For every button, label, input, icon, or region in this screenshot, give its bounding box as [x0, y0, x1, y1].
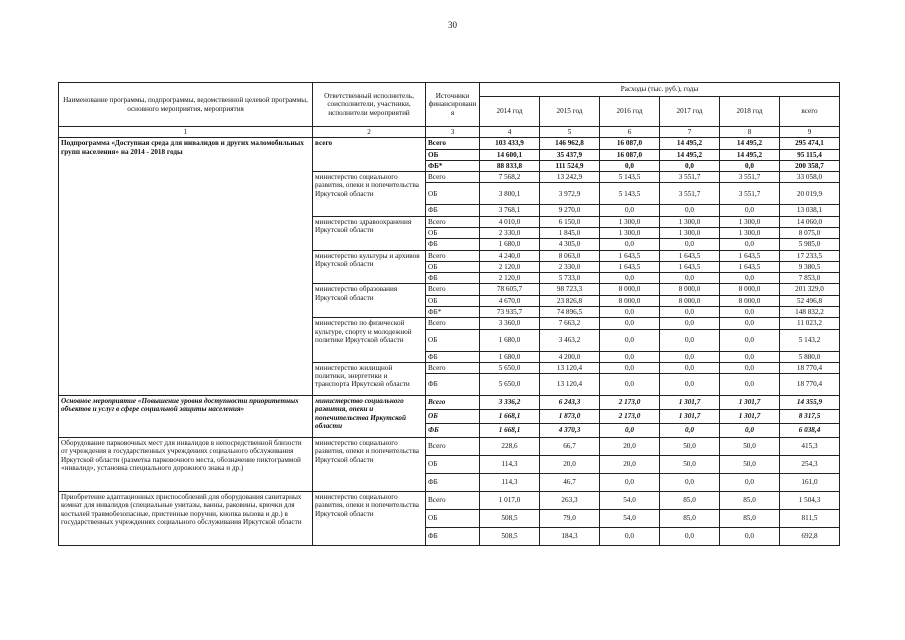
row-total-value: 8 317,5	[780, 410, 840, 424]
year-value: 0,0	[600, 474, 660, 492]
year-value: 3 800,1	[480, 183, 540, 205]
column-index: 5	[540, 127, 600, 138]
year-value: 0,0	[660, 374, 720, 396]
header-source: Источники финансировани я	[426, 83, 480, 127]
table-row	[59, 438, 840, 456]
row-total-value: 95 115,4	[780, 149, 840, 160]
year-value: 0,0	[720, 329, 780, 351]
year-value: 50,0	[660, 456, 720, 474]
year-value: 0,0	[660, 239, 720, 250]
year-value: 54,0	[600, 492, 660, 510]
year-value: 114,3	[480, 474, 540, 492]
table-body	[59, 127, 840, 546]
year-value: 0,0	[660, 205, 720, 216]
year-value: 0,0	[600, 205, 660, 216]
year-value: 184,3	[540, 528, 600, 546]
year-value: 0,0	[660, 528, 720, 546]
row-total-value: 161,0	[780, 474, 840, 492]
header-year: 2016 год	[600, 97, 660, 127]
year-value: 2 330,0	[540, 261, 600, 272]
year-value: 0,0	[600, 528, 660, 546]
column-index: 2	[313, 127, 426, 138]
year-value: 4 370,3	[540, 424, 600, 438]
main-activity-name: Основное мероприятие «Повышение уровня доступности приоритетных объектов и услуг в сфере социальной защиты населения»	[59, 396, 313, 438]
year-value: 16 087,0	[600, 149, 660, 160]
year-value: 0,0	[660, 351, 720, 362]
year-value: 2 120,0	[480, 273, 540, 284]
funding-source: ФБ	[426, 374, 480, 396]
year-value: 54,0	[600, 510, 660, 528]
year-value: 4 240,0	[480, 250, 540, 261]
funding-source: ФБ	[426, 239, 480, 250]
year-value: 4 305,0	[540, 239, 600, 250]
executor-total: всего	[313, 138, 426, 172]
year-value: 1 301,7	[660, 410, 720, 424]
row-total-value: 8 075,0	[780, 227, 840, 238]
year-value: 0,0	[720, 318, 780, 329]
header-executor: Ответственный исполнитель, соисполнители, участники, исполнители мероприятий	[313, 83, 426, 127]
row-total-value: 6 038,4	[780, 424, 840, 438]
year-value: 0,0	[600, 362, 660, 373]
year-value: 0,0	[720, 362, 780, 373]
year-value: 1 300,0	[720, 227, 780, 238]
row-total-value: 692,8	[780, 528, 840, 546]
year-value: 7 663,2	[540, 318, 600, 329]
year-value: 0,0	[600, 318, 660, 329]
year-value: 0,0	[600, 329, 660, 351]
row-total-value: 11 023,2	[780, 318, 840, 329]
year-value: 5 143,5	[600, 172, 660, 183]
year-value: 85,0	[720, 492, 780, 510]
year-value: 3 551,7	[660, 172, 720, 183]
year-value: 8 000,0	[660, 295, 720, 306]
year-value: 0,0	[660, 329, 720, 351]
column-index: 1	[59, 127, 313, 138]
activity-name: Оборудование парковочных мест для инвалидов в непосредственной близости от учреждения в государственных учреждениях социального обслуживания Иркутской области (разметка парковочного места, обозначение пиктограммой «инвалид», установка специального дорожного знака и др.)	[59, 438, 313, 492]
ministry-name: министерство жилищной политики, энергетики и транспорта Иркутской области	[313, 362, 426, 395]
funding-source: ОБ	[426, 510, 480, 528]
row-total-value: 52 496,8	[780, 295, 840, 306]
row-total-value: 33 058,0	[780, 172, 840, 183]
column-index: 4	[480, 127, 540, 138]
year-value: 0,0	[660, 318, 720, 329]
table-row	[59, 492, 840, 510]
header-year: 2017 год	[660, 97, 720, 127]
funding-source: ФБ	[426, 273, 480, 284]
ministry-name: министерство здравоохранения Иркутской области	[313, 216, 426, 250]
year-value: 0,0	[600, 160, 660, 171]
funding-source: ОБ	[426, 295, 480, 306]
year-value: 14 495,2	[660, 149, 720, 160]
column-index: 6	[600, 127, 660, 138]
year-value: 46,7	[540, 474, 600, 492]
year-value: 13 120,4	[540, 362, 600, 373]
year-value: 1 300,0	[660, 216, 720, 227]
year-value: 14 495,2	[720, 149, 780, 160]
column-index: 8	[720, 127, 780, 138]
header-expenses: Расходы (тыс. руб.), годы	[480, 83, 840, 97]
funding-source: Всего	[426, 138, 480, 149]
ministry-name: министерство образования Иркутской области	[313, 284, 426, 318]
funding-source: Всего	[426, 362, 480, 373]
year-value: 3 360,0	[480, 318, 540, 329]
table-row	[59, 138, 840, 149]
year-value: 1 643,5	[660, 250, 720, 261]
year-value: 8 000,0	[600, 295, 660, 306]
funding-source: Всего	[426, 396, 480, 410]
year-value: 1 643,5	[660, 261, 720, 272]
year-value: 508,5	[480, 510, 540, 528]
year-value: 0,0	[600, 239, 660, 250]
year-value: 228,6	[480, 438, 540, 456]
year-value: 8 000,0	[600, 284, 660, 295]
funding-source: ФБ	[426, 528, 480, 546]
funding-source: Всего	[426, 284, 480, 295]
row-total-value: 1 504,3	[780, 492, 840, 510]
funding-source: ФБ*	[426, 306, 480, 317]
year-value: 5 733,0	[540, 273, 600, 284]
funding-source: Всего	[426, 438, 480, 456]
header-year: 2018 год	[720, 97, 780, 127]
row-total-value: 254,3	[780, 456, 840, 474]
page-number: 30	[448, 20, 457, 30]
year-value: 1 873,0	[540, 410, 600, 424]
funding-source: Всего	[426, 318, 480, 329]
year-value: 1 668,1	[480, 424, 540, 438]
main-activity-executor: министерство социального развития, опеки и попечительства Иркутской области	[313, 396, 426, 438]
funding-source: ФБ	[426, 424, 480, 438]
row-total-value: 14 355,9	[780, 396, 840, 410]
year-value: 0,0	[660, 306, 720, 317]
year-value: 20,0	[600, 456, 660, 474]
row-total-value: 5 143,2	[780, 329, 840, 351]
funding-source: ОБ	[426, 456, 480, 474]
row-total-value: 18 770,4	[780, 374, 840, 396]
funding-source: ОБ	[426, 329, 480, 351]
row-total-value: 811,5	[780, 510, 840, 528]
year-value: 1 301,7	[660, 396, 720, 410]
year-value: 2 173,0	[600, 396, 660, 410]
year-value: 1 845,0	[540, 227, 600, 238]
year-value: 0,0	[660, 474, 720, 492]
header-year: 2015 год	[540, 97, 600, 127]
year-value: 7 568,2	[480, 172, 540, 183]
year-value: 1 300,0	[660, 227, 720, 238]
year-value: 0,0	[600, 374, 660, 396]
year-value: 9 270,0	[540, 205, 600, 216]
header-year: 2014 год	[480, 97, 540, 127]
year-value: 0,0	[600, 273, 660, 284]
year-value: 114,3	[480, 456, 540, 474]
funding-source: ОБ	[426, 227, 480, 238]
row-total-value: 5 880,0	[780, 351, 840, 362]
year-value: 8 063,0	[540, 250, 600, 261]
year-value: 85,0	[660, 492, 720, 510]
ministry-name: министерство культуры и архивов Иркутской области	[313, 250, 426, 284]
year-value: 4 670,0	[480, 295, 540, 306]
year-value: 4 010,0	[480, 216, 540, 227]
row-total-value: 415,3	[780, 438, 840, 456]
year-value: 79,0	[540, 510, 600, 528]
year-value: 8 000,0	[720, 295, 780, 306]
year-value: 20,0	[600, 438, 660, 456]
year-value: 73 935,7	[480, 306, 540, 317]
year-value: 5 650,0	[480, 374, 540, 396]
funding-source: ОБ	[426, 261, 480, 272]
column-index: 9	[780, 127, 840, 138]
year-value: 98 723,3	[540, 284, 600, 295]
year-value: 2 120,0	[480, 261, 540, 272]
header-total: всего	[780, 97, 840, 127]
budget-table	[58, 82, 840, 546]
year-value: 0,0	[720, 474, 780, 492]
row-total-value: 200 358,7	[780, 160, 840, 171]
year-value: 2 173,0	[600, 410, 660, 424]
year-value: 1 017,0	[480, 492, 540, 510]
row-total-value: 13 038,1	[780, 205, 840, 216]
year-value: 0,0	[720, 205, 780, 216]
year-value: 0,0	[720, 306, 780, 317]
column-index-row	[59, 127, 840, 138]
year-value: 0,0	[720, 273, 780, 284]
year-value: 0,0	[660, 160, 720, 171]
year-value: 1 680,0	[480, 329, 540, 351]
year-value: 0,0	[720, 351, 780, 362]
year-value: 50,0	[720, 456, 780, 474]
year-value: 20,0	[540, 456, 600, 474]
year-value: 0,0	[600, 351, 660, 362]
year-value: 146 962,8	[540, 138, 600, 149]
funding-source: ФБ	[426, 474, 480, 492]
year-value: 111 524,9	[540, 160, 600, 171]
ministry-name: министерство по физической культуре, спорту и молодежной политике Иркутской области	[313, 318, 426, 363]
funding-source: ФБ*	[426, 160, 480, 171]
row-total-value: 20 019,9	[780, 183, 840, 205]
funding-source: ОБ	[426, 183, 480, 205]
year-value: 0,0	[600, 306, 660, 317]
year-value: 0,0	[720, 424, 780, 438]
year-value: 3 972,9	[540, 183, 600, 205]
year-value: 3 551,7	[720, 183, 780, 205]
activity-executor: министерство социального развития, опеки и попечительства Иркутской области	[313, 492, 426, 546]
year-value: 3 768,1	[480, 205, 540, 216]
year-value: 2 330,0	[480, 227, 540, 238]
row-total-value: 9 380,5	[780, 261, 840, 272]
header-name: Наименование программы, подпрограммы, ведомственной целевой программы, основного мероприятия, мероприятия	[59, 83, 313, 127]
subprogram-name: Подпрограмма «Доступная среда для инвалидов и других маломобильных групп населения» на 2014 - 2018 годы	[59, 138, 313, 396]
year-value: 103 433,9	[480, 138, 540, 149]
year-value: 1 643,5	[720, 250, 780, 261]
year-value: 0,0	[660, 424, 720, 438]
year-value: 74 896,5	[540, 306, 600, 317]
year-value: 85,0	[660, 510, 720, 528]
year-value: 13 120,4	[540, 374, 600, 396]
funding-source: Всего	[426, 172, 480, 183]
column-index: 7	[660, 127, 720, 138]
funding-source: Всего	[426, 250, 480, 261]
year-value: 1 301,7	[720, 410, 780, 424]
year-value: 1 300,0	[600, 216, 660, 227]
year-value: 88 833,8	[480, 160, 540, 171]
year-value: 50,0	[720, 438, 780, 456]
row-total-value: 17 233,5	[780, 250, 840, 261]
funding-source: Всего	[426, 492, 480, 510]
year-value: 66,7	[540, 438, 600, 456]
year-value: 1 643,5	[600, 250, 660, 261]
row-total-value: 201 329,0	[780, 284, 840, 295]
year-value: 6 150,0	[540, 216, 600, 227]
year-value: 4 200,0	[540, 351, 600, 362]
activity-executor: министерство социального развития, опеки и попечительства Иркутской области	[313, 438, 426, 492]
year-value: 1 643,5	[720, 261, 780, 272]
year-value: 23 826,8	[540, 295, 600, 306]
year-value: 0,0	[600, 424, 660, 438]
row-total-value: 148 832,2	[780, 306, 840, 317]
row-total-value: 18 770,4	[780, 362, 840, 373]
year-value: 1 668,1	[480, 410, 540, 424]
year-value: 1 680,0	[480, 239, 540, 250]
year-value: 14 495,2	[660, 138, 720, 149]
year-value: 6 243,3	[540, 396, 600, 410]
year-value: 263,3	[540, 492, 600, 510]
year-value: 0,0	[720, 239, 780, 250]
year-value: 0,0	[720, 374, 780, 396]
row-total-value: 7 853,0	[780, 273, 840, 284]
year-value: 50,0	[660, 438, 720, 456]
column-index: 3	[426, 127, 480, 138]
funding-source: ФБ	[426, 205, 480, 216]
funding-source: ОБ	[426, 410, 480, 424]
ministry-name: министерство социального развития, опеки и попечительства Иркутской области	[313, 172, 426, 217]
year-value: 0,0	[720, 528, 780, 546]
year-value: 0,0	[720, 160, 780, 171]
year-value: 13 242,9	[540, 172, 600, 183]
activity-name: Приобретение адаптационных приспособлений для оборудования санитарных комнат для инвалидов (специальные унитазы, ванны, раковины, крючки для костылей травмобезопасные, пристенные поручни, кнопка вызова и др.) в государственных учреждениях социального обслуживания Иркутской области	[59, 492, 313, 546]
year-value: 5 143,5	[600, 183, 660, 205]
year-value: 85,0	[720, 510, 780, 528]
year-value: 3 336,2	[480, 396, 540, 410]
year-value: 0,0	[660, 273, 720, 284]
funding-source: ФБ	[426, 351, 480, 362]
row-total-value: 5 985,0	[780, 239, 840, 250]
year-value: 1 643,5	[600, 261, 660, 272]
year-value: 78 605,7	[480, 284, 540, 295]
row-total-value: 14 060,0	[780, 216, 840, 227]
year-value: 508,5	[480, 528, 540, 546]
year-value: 5 650,0	[480, 362, 540, 373]
year-value: 0,0	[660, 362, 720, 373]
year-value: 1 301,7	[720, 396, 780, 410]
year-value: 8 000,0	[660, 284, 720, 295]
year-value: 3 551,7	[720, 172, 780, 183]
year-value: 16 087,0	[600, 138, 660, 149]
year-value: 14 600,1	[480, 149, 540, 160]
funding-source: ОБ	[426, 149, 480, 160]
year-value: 3 551,7	[660, 183, 720, 205]
table-row	[59, 396, 840, 410]
funding-source: Всего	[426, 216, 480, 227]
year-value: 8 000,0	[720, 284, 780, 295]
year-value: 1 300,0	[720, 216, 780, 227]
year-value: 3 463,2	[540, 329, 600, 351]
year-value: 1 680,0	[480, 351, 540, 362]
row-total-value: 295 474,1	[780, 138, 840, 149]
year-value: 14 495,2	[720, 138, 780, 149]
year-value: 1 300,0	[600, 227, 660, 238]
year-value: 35 437,9	[540, 149, 600, 160]
